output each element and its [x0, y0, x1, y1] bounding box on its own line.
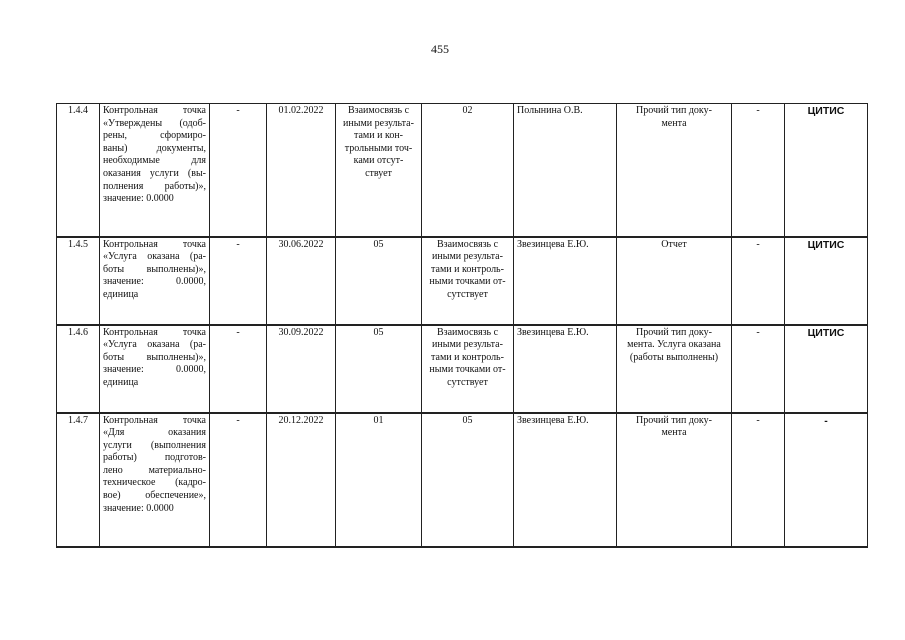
organization: - [785, 413, 868, 547]
table-row [57, 104, 868, 237]
relation-cell-line: иными результа- [343, 117, 414, 129]
relation-cell-line: 01 [373, 414, 384, 426]
relation-cell-2-line: Взаимосвязь с [436, 238, 499, 250]
relation-cell-line: Взаимосвязь с [347, 105, 410, 116]
document-type-line: мента [661, 427, 687, 439]
relation-cell-2 [422, 413, 514, 547]
control-point-description-line: вое) обеспечение», [103, 490, 206, 502]
relation-cell-2 [422, 237, 514, 325]
relation-cell-2 [422, 325, 514, 413]
date-cell: 30.09.2022 [267, 325, 336, 413]
control-point-description-line: единица [103, 376, 139, 388]
responsible-person: Звезинцева Е.Ю. [514, 413, 617, 547]
organization: ЦИТИС [785, 104, 868, 237]
control-point-description-line: техническое (кадро- [103, 477, 206, 489]
row-number: 1.4.5 [57, 237, 100, 325]
dash-cell: - [210, 237, 267, 325]
date-cell: 01.02.2022 [267, 104, 336, 237]
control-point-description [100, 325, 210, 413]
control-point-description-line: Контрольная точка [103, 105, 206, 116]
document-type [617, 413, 732, 547]
control-point-description-line: значение: 0.0000 [103, 193, 174, 205]
control-point-description-line: «Услуга оказана (ра- [103, 339, 206, 351]
control-point-description-line: Контрольная точка [103, 326, 206, 338]
control-point-description-line: «Утверждены (одоб- [103, 117, 206, 129]
relation-cell [336, 413, 422, 547]
relation-cell-line: 05 [373, 238, 384, 250]
control-point-description-line: услуги (выполнения [103, 439, 206, 451]
relation-cell-2-line: ными точками от- [429, 276, 506, 288]
relation-cell-2-line: тами и контроль- [431, 351, 504, 363]
responsible-person: Звезинцева Е.Ю. [514, 237, 617, 325]
row-number: 1.4.4 [57, 104, 100, 237]
control-point-description [100, 413, 210, 547]
relation-cell-line: ками отсут- [353, 155, 404, 167]
relation-cell-2-line: сутствует [447, 288, 488, 300]
table-row [57, 325, 868, 413]
control-point-description-line: лено материально- [103, 464, 206, 476]
document-type [617, 237, 732, 325]
relation-cell-2-line: иными результа- [432, 339, 503, 351]
control-point-description-line: «Для оказания [103, 427, 206, 439]
control-point-description-line: необходимые для [103, 155, 206, 167]
relation-cell-2-line: ными точками от- [429, 364, 506, 376]
control-point-description-line: значение: 0.0000 [103, 502, 174, 514]
relation-cell-line: ствует [365, 167, 392, 179]
control-point-description-line: Контрольная точка [103, 414, 206, 426]
relation-cell-line: тами и кон- [354, 130, 403, 142]
dash-cell: - [210, 325, 267, 413]
relation-cell-2 [422, 104, 514, 237]
document-type-line: мента. Услуга оказана [627, 339, 721, 351]
responsible-person: Полынина О.В. [514, 104, 617, 237]
relation-cell-2-line: сутствует [447, 376, 488, 388]
document-type-line: (работы выполнены) [629, 351, 719, 363]
date-cell: 30.06.2022 [267, 237, 336, 325]
relation-cell-2-line: Взаимосвязь с [436, 326, 499, 338]
relation-cell [336, 237, 422, 325]
control-point-description-line: оказания услуги (вы- [103, 167, 206, 179]
control-point-description-line: боты выполнены)», [103, 263, 206, 275]
date-cell: 20.12.2022 [267, 413, 336, 547]
dash-cell: - [210, 104, 267, 237]
dash-cell: - [732, 325, 785, 413]
relation-cell-line: трольными точ- [344, 142, 413, 154]
relation-cell-2-line: иными результа- [432, 251, 503, 263]
control-point-description-line: работы) подготов- [103, 452, 206, 464]
table-row [57, 413, 868, 547]
control-point-description-line: единица [103, 288, 139, 300]
organization: ЦИТИС [785, 237, 868, 325]
row-number: 1.4.7 [57, 413, 100, 547]
responsible-person: Звезинцева Е.Ю. [514, 325, 617, 413]
page-number: 455 [431, 42, 449, 56]
document-type-line: Отчет [661, 238, 687, 250]
relation-cell-2-line: 02 [462, 105, 473, 116]
control-point-description-line: боты выполнены)», [103, 351, 206, 363]
document-type [617, 104, 732, 237]
row-number: 1.4.6 [57, 325, 100, 413]
relation-cell [336, 325, 422, 413]
control-point-description-line: рены, сформиро- [103, 130, 206, 142]
relation-cell-2-line: тами и контроль- [431, 263, 504, 275]
relation-cell-line: 05 [373, 326, 384, 338]
document-type-line: Прочий тип доку- [636, 105, 712, 116]
control-point-description-line: Контрольная точка [103, 238, 206, 250]
control-points-table [56, 103, 868, 548]
control-point-description [100, 104, 210, 237]
relation-cell [336, 104, 422, 237]
dash-cell: - [732, 237, 785, 325]
table-row [57, 237, 868, 325]
dash-cell: - [732, 104, 785, 237]
dash-cell: - [732, 413, 785, 547]
control-point-description [100, 237, 210, 325]
control-point-description-line: «Услуга оказана (ра- [103, 251, 206, 263]
organization: ЦИТИС [785, 325, 868, 413]
document-type-line: Прочий тип доку- [636, 414, 712, 426]
document-type-line: Прочий тип доку- [636, 326, 712, 338]
control-point-description-line: значение: 0.0000, [103, 276, 206, 288]
document-type-line: мента [661, 117, 687, 129]
control-point-description-line: значение: 0.0000, [103, 364, 206, 376]
document-type [617, 325, 732, 413]
relation-cell-2-line: 05 [462, 414, 473, 426]
control-point-description-line: полнения работы)», [103, 180, 206, 192]
control-point-description-line: ваны) документы, [103, 142, 206, 154]
dash-cell: - [210, 413, 267, 547]
